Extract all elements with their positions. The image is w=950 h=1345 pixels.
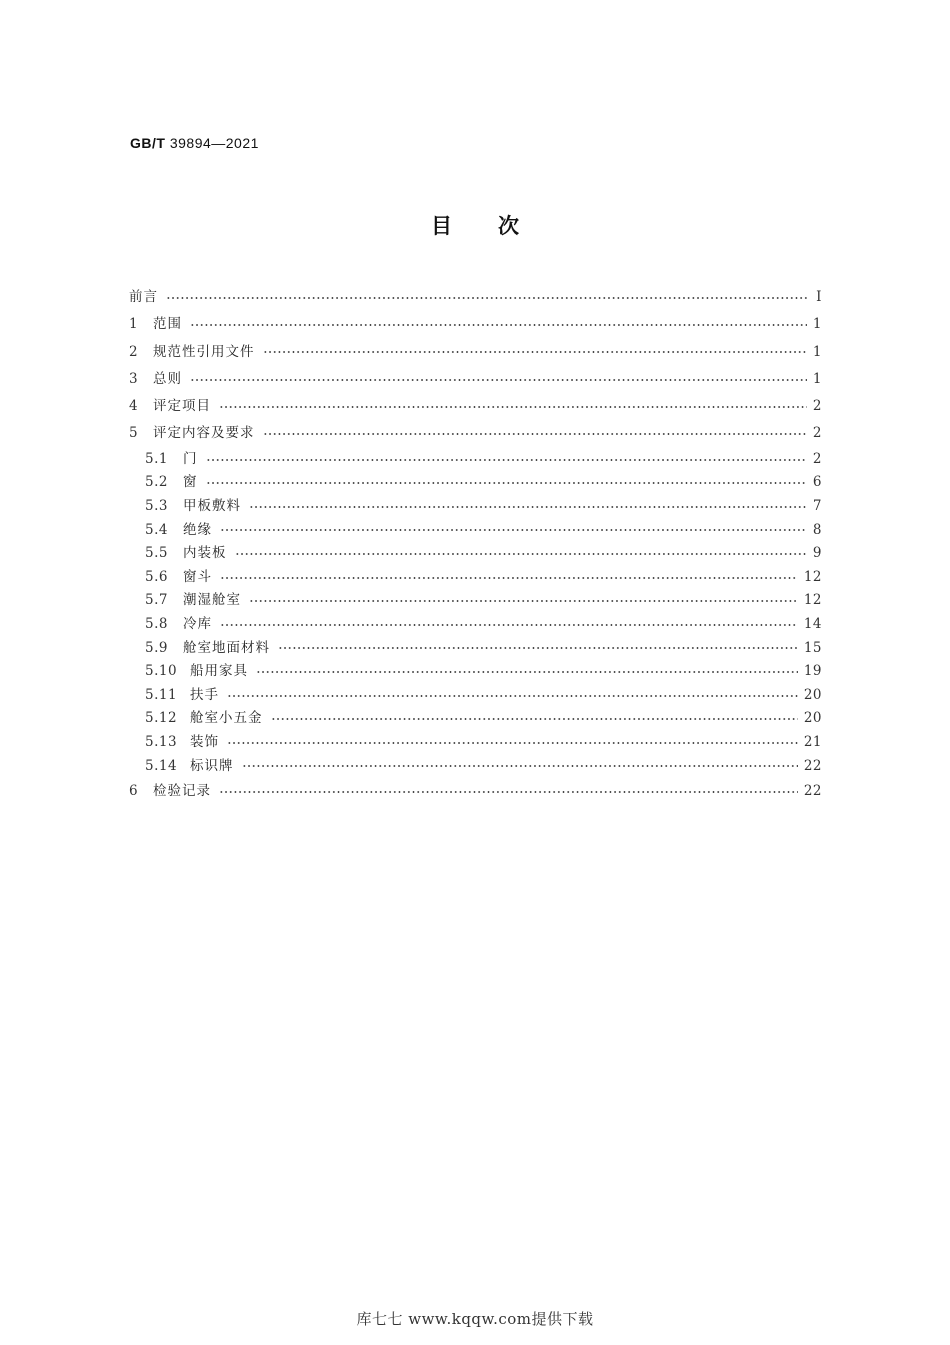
toc-entry-number: 5.7 — [145, 592, 168, 609]
toc-entry-label: 前言 — [129, 289, 158, 305]
toc-entry-number: 5.2 — [145, 474, 168, 491]
toc-entry-page: 22 — [803, 757, 822, 774]
toc-entry-number: 5.11 — [145, 686, 178, 703]
dot-leader — [278, 647, 798, 649]
toc-subentry[interactable] — [129, 707, 822, 731]
dot-leader — [242, 765, 798, 767]
toc-entry-label: 装饰 — [190, 733, 219, 750]
dot-leader — [219, 406, 807, 408]
dot-leader — [219, 791, 798, 793]
dot-leader — [235, 553, 807, 555]
toc-entry-page: 19 — [803, 663, 822, 680]
toc-entry-number: 1 — [129, 316, 139, 333]
toc-entry-label: 绝缘 — [183, 521, 212, 538]
toc-subentry[interactable] — [129, 731, 822, 755]
toc-entry-number: 4 — [129, 398, 139, 415]
toc-subentry[interactable] — [129, 637, 822, 661]
toc-entry-page: 20 — [803, 686, 822, 703]
dot-leader — [206, 482, 807, 484]
toc-subentry[interactable] — [129, 448, 822, 472]
toc-entry[interactable] — [129, 284, 822, 311]
toc-entry-label: 内装板 — [183, 545, 227, 562]
toc-entry-page: 12 — [803, 568, 822, 585]
toc-entry-label: 评定内容及要求 — [153, 425, 255, 442]
toc-entry-page: 6 — [812, 474, 822, 491]
toc-entry-page: 12 — [803, 592, 822, 609]
dot-leader — [256, 671, 798, 673]
toc-entry-number: 5.5 — [145, 545, 168, 562]
toc-entry[interactable] — [129, 311, 822, 338]
toc-entry-number: 5.14 — [145, 757, 178, 774]
toc-entry-page: 15 — [803, 639, 822, 656]
toc-entry[interactable] — [129, 778, 822, 805]
toc-entry-label: 扶手 — [190, 686, 219, 703]
dot-leader — [190, 379, 807, 381]
toc-subentry[interactable] — [129, 755, 822, 779]
toc-entry-page: 21 — [803, 733, 822, 750]
toc-subentry[interactable] — [129, 684, 822, 708]
toc-entry-label: 范围 — [153, 316, 182, 333]
dot-leader — [271, 718, 798, 720]
toc-entry[interactable] — [129, 393, 822, 420]
dot-leader — [190, 324, 807, 326]
toc-entry-number: 5.9 — [145, 639, 168, 656]
toc-entry-label: 舱室小五金 — [190, 710, 263, 727]
download-footer: 库七七 www.kqqw.com提供下载 — [356, 1310, 594, 1328]
toc-entry-label: 检验记录 — [153, 783, 211, 800]
toc-subentry[interactable] — [129, 542, 822, 566]
toc-entry-number: 5.6 — [145, 568, 168, 585]
toc-entry-label: 甲板敷料 — [183, 497, 241, 514]
toc-entry-page: 2 — [812, 425, 822, 442]
toc-entry-label: 船用家具 — [190, 663, 248, 680]
toc-entry-page: Ⅰ — [816, 289, 822, 305]
toc-entry-page: 9 — [812, 545, 822, 562]
toc-entry-page: 20 — [803, 710, 822, 727]
toc-entry-number: 5.8 — [145, 615, 168, 632]
toc-entry-number: 5.1 — [145, 450, 168, 467]
dot-leader — [263, 433, 807, 435]
toc-subentry[interactable] — [129, 660, 822, 684]
dot-leader — [220, 624, 798, 626]
toc-subentry[interactable] — [129, 566, 822, 590]
toc-entry-page: 7 — [812, 497, 822, 514]
dot-leader — [220, 577, 798, 579]
toc-entry-label: 冷库 — [183, 615, 212, 632]
toc-entry-page: 2 — [812, 398, 822, 415]
toc-entry-number: 5 — [129, 425, 139, 442]
dot-leader — [227, 742, 798, 744]
toc-entry-page: 14 — [803, 615, 822, 632]
dot-leader — [166, 297, 808, 299]
table-of-contents — [129, 284, 822, 805]
toc-entry-label: 窗 — [183, 474, 198, 491]
dot-leader — [227, 695, 798, 697]
toc-entry-number: 5.10 — [145, 663, 178, 680]
toc-entry-page: 1 — [812, 316, 822, 333]
toc-entry-label: 舱室地面材料 — [183, 639, 270, 656]
toc-entry-page: 8 — [812, 521, 822, 538]
toc-entry-label: 窗斗 — [183, 568, 212, 585]
toc-title: 目次 — [431, 214, 565, 238]
toc-entry-label: 门 — [183, 450, 198, 467]
toc-entry-number: 3 — [129, 370, 139, 387]
toc-entry-label: 潮湿舱室 — [183, 592, 241, 609]
toc-entry-number: 5.12 — [145, 710, 178, 727]
standard-code — [130, 135, 259, 151]
standard-prefix: GB/T — [130, 135, 166, 151]
toc-entry-page: 1 — [812, 343, 822, 360]
toc-entry-label: 总则 — [153, 370, 182, 387]
toc-entry-page: 22 — [803, 783, 822, 800]
toc-entry-number: 5.4 — [145, 521, 168, 538]
standard-number: 39894—2021 — [165, 135, 259, 151]
toc-subentry[interactable] — [129, 519, 822, 543]
toc-subentry[interactable] — [129, 613, 822, 637]
toc-entry-label: 标识牌 — [190, 757, 234, 774]
toc-entry[interactable] — [129, 366, 822, 393]
toc-entry-number: 5.3 — [145, 497, 168, 514]
toc-entry-number: 2 — [129, 343, 139, 360]
dot-leader — [249, 506, 807, 508]
toc-entry-page: 2 — [812, 450, 822, 467]
toc-entry[interactable] — [129, 339, 822, 366]
toc-entry-number: 6 — [129, 783, 139, 800]
dot-leader — [220, 529, 807, 531]
toc-subentry[interactable] — [129, 495, 822, 519]
dot-leader — [263, 351, 807, 353]
toc-subentry[interactable] — [129, 471, 822, 495]
dot-leader — [206, 459, 807, 461]
toc-entry[interactable] — [129, 420, 822, 447]
toc-entry-page: 1 — [812, 370, 822, 387]
toc-subentry[interactable] — [129, 589, 822, 613]
toc-entry-label: 评定项目 — [153, 398, 211, 415]
toc-entry-label: 规范性引用文件 — [153, 343, 255, 360]
dot-leader — [249, 600, 798, 602]
toc-entry-number: 5.13 — [145, 733, 178, 750]
